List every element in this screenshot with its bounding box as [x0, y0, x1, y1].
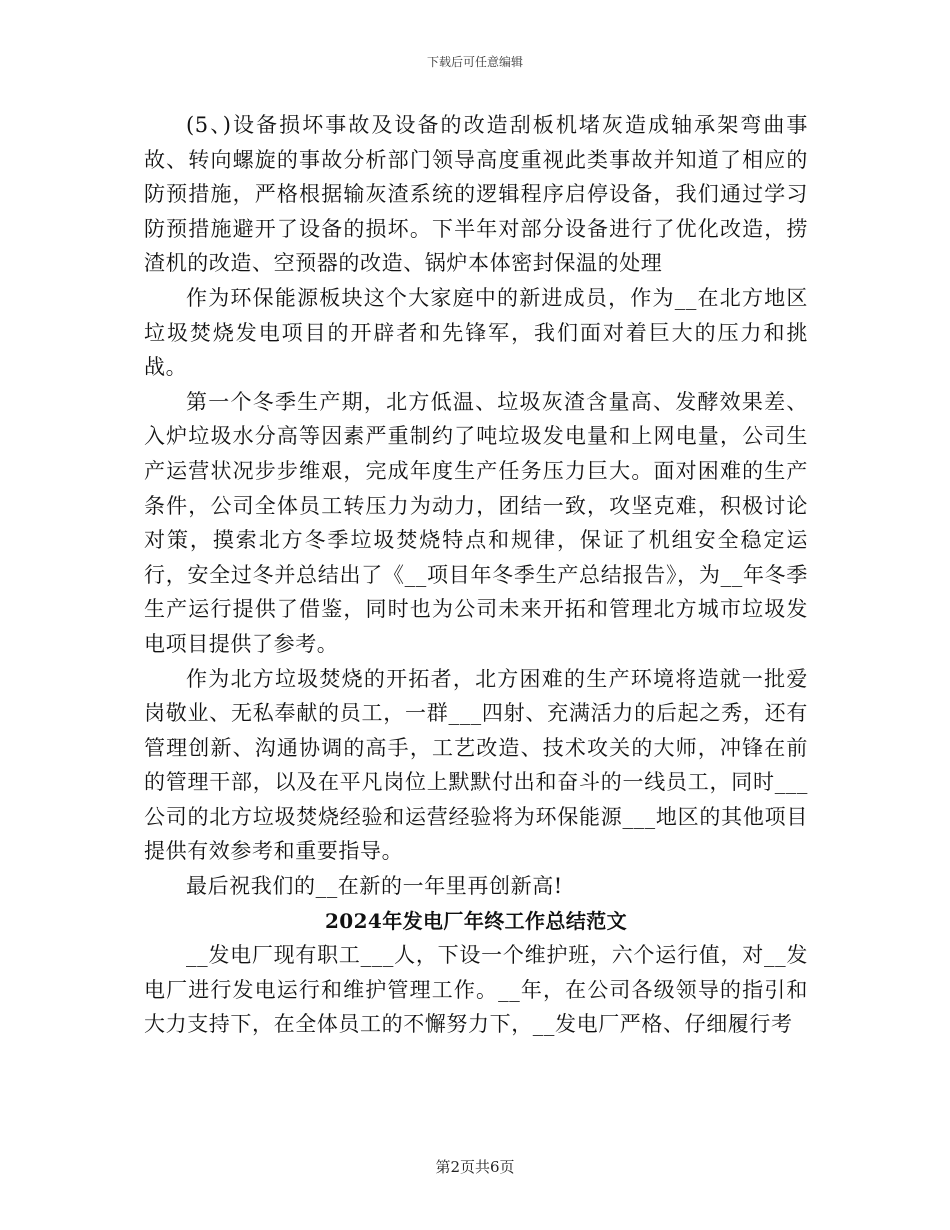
paragraph-equipment-accidents: (5、)设备损坏事故及设备的改造刮板机堵灰造成轴承架弯曲事故、转向螺旋的事故分析部门领导高度重视此类事故并知道了相应的防预措施，严格根据输灰渣系统的逻辑程序启停设备，我们通过学习防预措施避开了设备的损坏。下半年对部分设备进行了优化改造，捞渣机的改造、空预器的改造、锅炉本体密封保温的处理 [144, 113, 808, 276]
paragraph-plant-overview: __发电厂现有职工___人，下设一个维护班，六个运行值，对__发电厂进行发电运行和维护管理工作。__年，在公司各级领导的指引和大力支持下，在全体员工的不懈努力下，__发电厂严格、仔细履行考 [144, 943, 808, 1037]
paragraph-first-winter: 第一个冬季生产期，北方低温、垃圾灰渣含量高、发酵效果差、入炉垃圾水分高等因素严重制约了吨垃圾发电量和上网电量，公司生产运营状况步步维艰，完成年度生产任务压力巨大。面对困难的生产条件，公司全体员工转压力为动力，团结一致，攻坚克难，积极讨论对策，摸索北方冬季垃圾焚烧特点和规律，保证了机组安全稳定运行，安全过冬并总结出了《__项目年冬季生产总结报告》，为__年冬季生产运行提供了借鉴，同时也为公司未来开拓和管理北方城市垃圾发电项目提供了参考。 [144, 389, 808, 656]
document-body [144, 108, 808, 1042]
paragraph-new-member: 作为环保能源板块这个大家庭中的新进成员，作为__在北方地区垃圾焚烧发电项目的开辟者和先锋军，我们面对着巨大的压力和挑战。 [144, 285, 808, 380]
page-header-note: 下载后可任意编辑 [426, 55, 523, 69]
page-number: 第2页共6页 [435, 1158, 515, 1176]
paragraph-pioneer: 作为北方垃圾焚烧的开拓者，北方困难的生产环境将造就一批爱岗敬业、无私奉献的员工，一群___四射、充满活力的后起之秀，还有管理创新、沟通协调的高手，工艺改造、技术攻关的大师，冲锋在前的管理干部，以及在平凡岗位上默默付出和奋斗的一线员工，同时___公司的北方垃圾焚烧经验和运营经验将为环保能源___地区的其他项目提供有效参考和重要指导。 [144, 666, 808, 864]
section-title: 2024年发电厂年终工作总结范文 [324, 908, 628, 933]
paragraph-closing-wish: 最后祝我们的__在新的一年里再创新高! [186, 874, 563, 899]
